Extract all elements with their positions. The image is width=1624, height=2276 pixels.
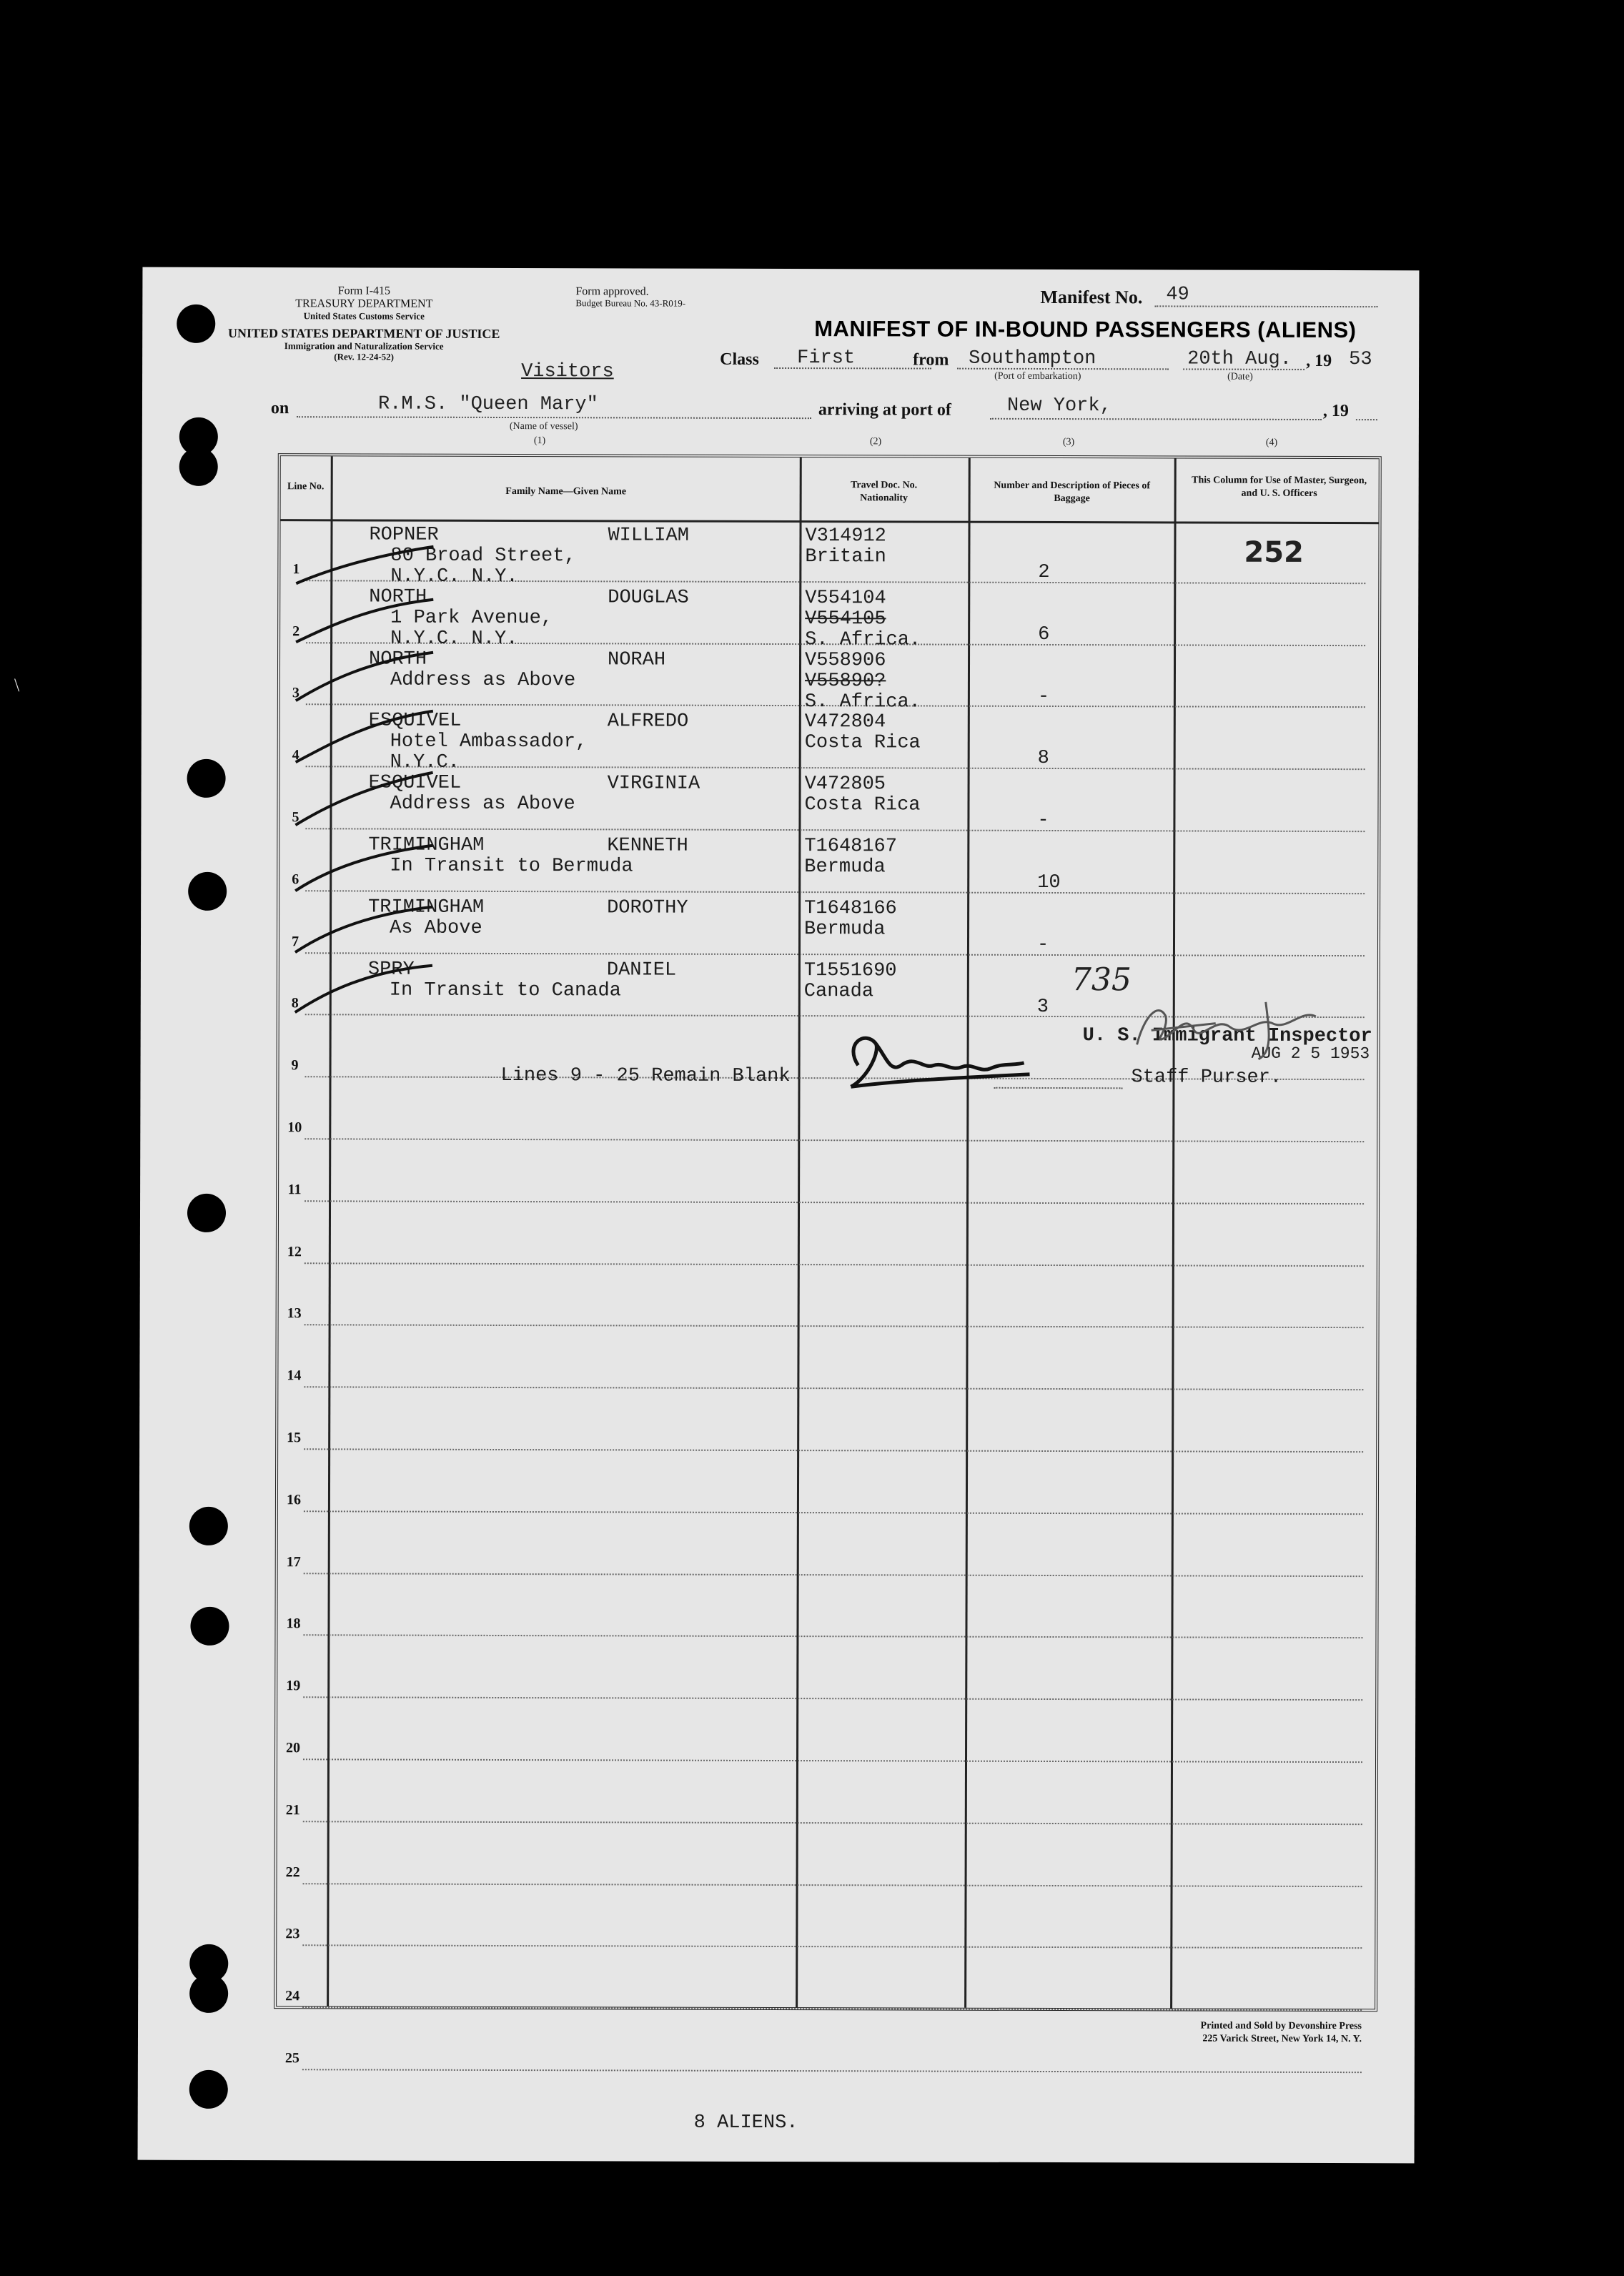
line-number: 9 bbox=[291, 1057, 299, 1074]
visitors-label: Visitors bbox=[521, 361, 614, 383]
date-caption: (Date) bbox=[1227, 371, 1253, 382]
nat-cell: Costa Rica bbox=[804, 732, 921, 754]
line-number: 3 bbox=[292, 685, 299, 701]
column-divider bbox=[964, 458, 971, 2008]
bag-cell: 10 bbox=[1037, 871, 1061, 894]
addr1-cell: Address as Above bbox=[390, 793, 575, 816]
addr1-cell: 80 Broad Street, bbox=[390, 545, 576, 568]
aliens-total: 8 ALIENS. bbox=[693, 2112, 798, 2134]
doc-cell: T1648166 bbox=[804, 897, 897, 920]
row-rule bbox=[304, 1510, 1363, 1515]
stray-mark: \ bbox=[14, 675, 20, 696]
doc-cell: V472804 bbox=[804, 711, 886, 733]
column-number-2: (2) bbox=[869, 436, 882, 447]
budget-bureau: Budget Bureau No. 43-R019- bbox=[575, 297, 686, 310]
doc-cell: T1551690 bbox=[803, 959, 897, 982]
printer-line-1: Printed and Sold by Devonshire Press bbox=[1200, 2020, 1362, 2032]
family-cell: NORTH bbox=[369, 586, 427, 608]
family-cell: NORTH bbox=[368, 648, 427, 671]
row-rule bbox=[304, 1573, 1363, 1577]
addr2-cell: N.Y.C. N.Y. bbox=[390, 628, 518, 650]
remain-blank-note: Lines 9 - 25 Remain Blank bbox=[500, 1064, 791, 1088]
row-rule bbox=[306, 766, 1365, 770]
doc-cell: V558906 bbox=[804, 649, 886, 671]
row-rule bbox=[303, 1758, 1362, 1763]
doc-cell: V314912 bbox=[805, 525, 886, 548]
family-cell: TRIMINGHAM bbox=[368, 896, 485, 919]
from-value: Southampton bbox=[969, 347, 1096, 370]
family-cell: ESQUIVEL bbox=[368, 772, 462, 795]
row-rule bbox=[302, 2069, 1362, 2073]
vessel-name: R.M.S. "Queen Mary" bbox=[377, 393, 598, 416]
line-number: 13 bbox=[287, 1305, 302, 1322]
nat-cell: Bermuda bbox=[804, 918, 886, 941]
doc_struck-cell: V55890? bbox=[804, 670, 886, 692]
row-rule bbox=[305, 828, 1365, 832]
row-rule bbox=[304, 1200, 1364, 1204]
ins-service: Immigration and Naturalization Service bbox=[284, 340, 444, 352]
vessel-caption: (Name of vessel) bbox=[509, 421, 578, 432]
punch-hole bbox=[189, 2070, 228, 2109]
family-cell: SPRY bbox=[367, 959, 415, 981]
passenger-table bbox=[274, 453, 1382, 2067]
column-number-1: (1) bbox=[533, 435, 546, 447]
punch-hole bbox=[187, 1194, 226, 1232]
manifest-no-label: Manifest No. bbox=[1040, 286, 1143, 308]
bag-cell: - bbox=[1036, 934, 1049, 956]
line-number: 12 bbox=[287, 1243, 302, 1260]
manifest-number: 49 bbox=[1166, 284, 1189, 306]
year2-line bbox=[1356, 419, 1377, 420]
check-marks-image bbox=[289, 535, 441, 1050]
row-rule bbox=[303, 1635, 1362, 1639]
line-number: 24 bbox=[285, 1988, 300, 2004]
line-number: 2 bbox=[292, 623, 300, 639]
port-line bbox=[990, 418, 1322, 420]
nat-cell: Britain bbox=[805, 546, 886, 568]
line-number: 8 bbox=[291, 995, 299, 1011]
punch-hole bbox=[187, 759, 226, 798]
row-rule bbox=[303, 1821, 1362, 1825]
column-divider bbox=[1170, 458, 1177, 2008]
year-suffix: 53 bbox=[1349, 349, 1372, 371]
row-rule bbox=[303, 1883, 1362, 1887]
inspector-stamp: U. S. Immigrant Inspector bbox=[1082, 1025, 1372, 1048]
nat-cell: Costa Rica bbox=[804, 794, 921, 816]
port-value: New York, bbox=[1006, 395, 1111, 417]
treasury-dept: TREASURY DEPARTMENT bbox=[295, 297, 433, 311]
row-rule bbox=[302, 1945, 1362, 1949]
purser-signature-image bbox=[836, 1015, 1044, 1102]
given-cell: ALFREDO bbox=[607, 711, 689, 733]
row-rule bbox=[303, 1696, 1362, 1701]
arriving-label: arriving at port of bbox=[818, 400, 951, 420]
header-baggage: Number and Description of Pieces of Baggage bbox=[994, 480, 1151, 504]
addr2-cell: N.Y.C. bbox=[390, 751, 460, 774]
justice-dept: UNITED STATES DEPARTMENT OF JUSTICE bbox=[227, 325, 500, 341]
bag-cell: - bbox=[1037, 810, 1049, 832]
printer-line-2: 225 Varick Street, New York 14, N. Y. bbox=[1202, 2033, 1362, 2045]
inspector-signature-image bbox=[1123, 987, 1337, 1067]
row-rule bbox=[304, 1262, 1364, 1267]
approval-block bbox=[575, 285, 761, 310]
row-rule bbox=[304, 1325, 1364, 1329]
punch-hole bbox=[179, 447, 218, 486]
row-rule bbox=[304, 1448, 1363, 1453]
revision-date: (Rev. 12-24-52) bbox=[334, 350, 395, 362]
staff-purser-label: Staff Purser. bbox=[1131, 1067, 1282, 1089]
manifest-no-line bbox=[1154, 305, 1377, 307]
addr1-cell: In Transit to Bermuda bbox=[390, 855, 633, 878]
bag-cell: 6 bbox=[1038, 623, 1050, 645]
column-number-3: (3) bbox=[1062, 437, 1075, 448]
officer-count-note: 252 bbox=[1244, 535, 1304, 569]
line-number: 18 bbox=[286, 1616, 301, 1632]
line-number: 14 bbox=[287, 1367, 302, 1384]
handwritten-time-note: 735 bbox=[1071, 961, 1132, 999]
family-cell: ESQUIVEL bbox=[368, 710, 462, 733]
column-divider bbox=[796, 457, 802, 2007]
line-number: 16 bbox=[286, 1491, 301, 1508]
punch-hole bbox=[189, 1974, 228, 2013]
line-number: 17 bbox=[286, 1553, 301, 1570]
family-cell: ROPNER bbox=[369, 524, 439, 546]
nat-cell: Canada bbox=[803, 980, 874, 1002]
doc-cell: T1648167 bbox=[804, 836, 898, 858]
given-cell: DOUGLAS bbox=[608, 587, 689, 609]
line-number: 10 bbox=[287, 1119, 302, 1136]
row-rule bbox=[304, 1386, 1363, 1390]
vessel-line bbox=[297, 416, 811, 419]
row-rule bbox=[304, 1138, 1364, 1142]
line-number: 5 bbox=[292, 809, 299, 826]
punch-hole bbox=[189, 1507, 228, 1545]
row-rule bbox=[305, 952, 1365, 956]
given-cell: KENNETH bbox=[607, 835, 688, 857]
form-number: Form I-415 bbox=[337, 284, 391, 297]
doc_struck-cell: V554105 bbox=[805, 608, 886, 630]
header-line-no: Line No. bbox=[287, 481, 325, 493]
nat-cell: S. Africa. bbox=[804, 691, 921, 713]
addr2-cell: N.Y.C. N.Y. bbox=[390, 565, 518, 588]
punch-hole bbox=[190, 1607, 229, 1646]
header-family-name: Family Name—Given Name bbox=[505, 485, 627, 498]
line-number: 23 bbox=[285, 1926, 300, 1942]
nat-cell: S. Africa. bbox=[805, 628, 921, 651]
customs-service: United States Customs Service bbox=[303, 310, 425, 322]
addr1-cell: Address as Above bbox=[390, 669, 576, 691]
family-cell: TRIMINGHAM bbox=[368, 834, 485, 856]
column-number-4: (4) bbox=[1265, 437, 1278, 448]
addr1-cell: 1 Park Avenue, bbox=[390, 607, 553, 629]
line-number: 1 bbox=[292, 561, 300, 578]
doc-cell: V554104 bbox=[805, 587, 886, 610]
line-number: 7 bbox=[291, 933, 299, 949]
header-divider bbox=[281, 519, 1379, 524]
line-number: 11 bbox=[287, 1181, 302, 1198]
form-agency-block bbox=[264, 284, 464, 322]
line-number: 22 bbox=[285, 1864, 300, 1880]
bag-cell: - bbox=[1037, 686, 1050, 708]
punch-hole bbox=[188, 872, 227, 911]
line-number: 25 bbox=[284, 2050, 299, 2067]
given-cell: NORAH bbox=[607, 648, 666, 671]
given-cell: WILLIAM bbox=[608, 525, 689, 547]
year-prefix: , 19 bbox=[1306, 351, 1332, 371]
class-label: Class bbox=[720, 350, 759, 369]
given-cell: DANIEL bbox=[606, 959, 677, 981]
from-label: from bbox=[913, 350, 949, 370]
manifest-sheet bbox=[138, 267, 1420, 2164]
line-number: 21 bbox=[285, 1801, 300, 1819]
line-number: 4 bbox=[292, 747, 299, 763]
addr1-cell: Hotel Ambassador, bbox=[390, 731, 588, 753]
line-number: 20 bbox=[286, 1740, 301, 1756]
doc-cell: V472805 bbox=[804, 773, 886, 796]
row-rule bbox=[302, 2007, 1362, 2011]
bag-cell: 2 bbox=[1038, 561, 1050, 583]
justice-block bbox=[192, 326, 535, 363]
given-cell: VIRGINIA bbox=[607, 773, 700, 795]
year2-label: , 19 bbox=[1322, 401, 1349, 421]
line-number: 15 bbox=[287, 1430, 302, 1446]
inspection-date-stamp: AUG 2 5 1953 bbox=[1251, 1044, 1370, 1064]
header-travel-doc: Travel Doc. No. Nationality bbox=[851, 480, 918, 503]
bag-cell: 8 bbox=[1037, 748, 1049, 770]
class-value: First bbox=[797, 347, 856, 370]
manifest-title: MANIFEST OF IN-BOUND PASSENGERS (ALIENS) bbox=[814, 316, 1357, 343]
header-officers: This Column for Use of Master, Surgeon, and U. S. Officers bbox=[1192, 475, 1367, 499]
row-rule bbox=[305, 890, 1365, 894]
line-number: 6 bbox=[292, 871, 299, 888]
addr1-cell: As Above bbox=[390, 917, 482, 939]
line-number: 19 bbox=[286, 1678, 301, 1694]
nat-cell: Bermuda bbox=[804, 856, 886, 879]
addr1-cell: In Transit to Canada bbox=[389, 979, 621, 1002]
on-label: on bbox=[270, 399, 289, 418]
form-approved: Form approved. bbox=[575, 285, 649, 298]
printer-imprint bbox=[1200, 2020, 1362, 2047]
date-value: 20th Aug. bbox=[1187, 348, 1292, 370]
bag-cell: 3 bbox=[1036, 996, 1049, 1018]
embarkation-caption: (Port of embarkation) bbox=[994, 370, 1081, 382]
given-cell: DOROTHY bbox=[607, 897, 688, 919]
